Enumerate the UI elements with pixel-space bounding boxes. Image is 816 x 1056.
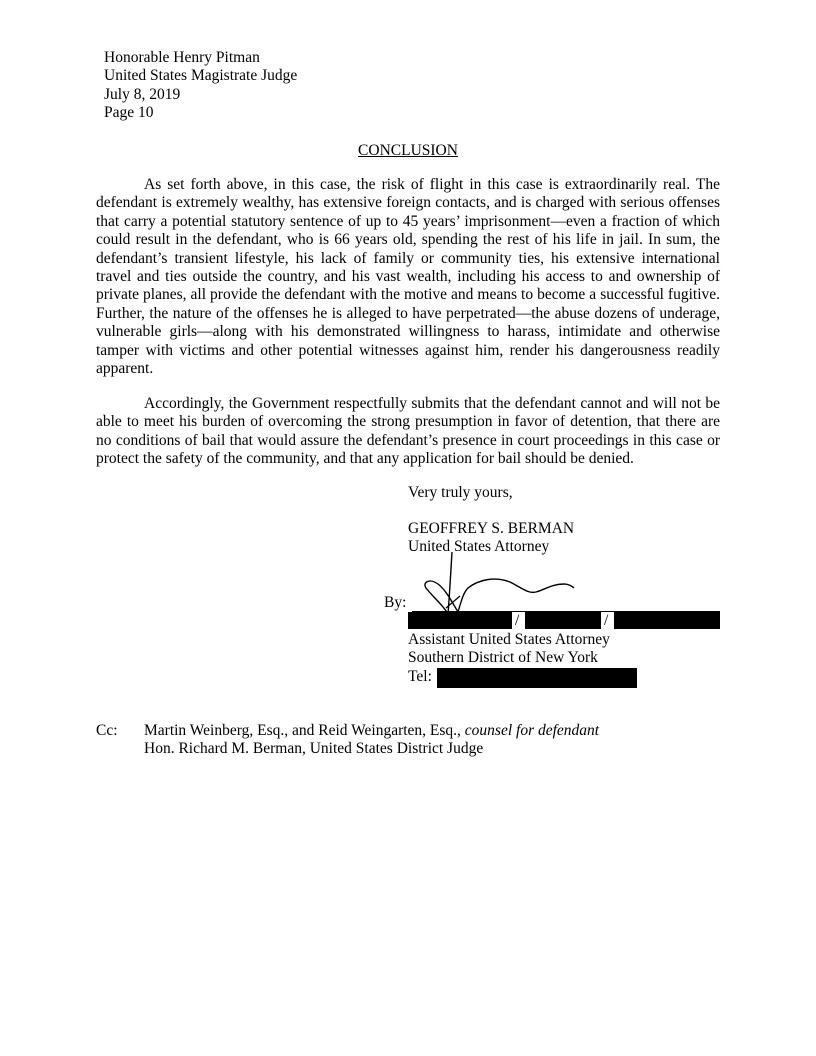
- name-separator: /: [515, 612, 520, 629]
- name-separator: /: [604, 612, 609, 629]
- cc-recipient-role: counsel for defendant: [464, 722, 600, 739]
- redaction-bar: [525, 612, 601, 629]
- cc-label: Cc:: [96, 722, 118, 739]
- cc-list: [144, 722, 599, 759]
- redaction-bar: [437, 668, 637, 688]
- paragraph-text: As set forth above, in this case, the risk of flight in this case is extraordinarily real. The defendant is extremely wealthy, has extensive foreign contacts, and is charged with serious offenses that carry a potential statutory sentence of up to 45 years’ imprisonment—even a fraction of which could result in the defendant, who is 66 years old, spending the rest of his life in jail. In sum, the defendant’s transient lifestyle, his lack of family or community ties, his extensive international travel and ties outside the country, and his vast wealth, including his access to and ownership of private planes, all provide the defendant with the motive and means to become a successful fugitive. Further, the nature of the offenses he is alleged to have perpetrated—the abuse dozens of underage, vulnerable girls—along with his demonstrated willingness to harass, intimidate and otherwise tamper with victims and other potential witnesses against him, render his dangerousness readily apparent.: [96, 176, 720, 378]
- signatory-name: GEOFFREY S. BERMAN: [408, 520, 575, 537]
- telephone-label: Tel:: [408, 667, 432, 685]
- redaction-bar: [408, 612, 512, 629]
- section-heading: [0, 142, 816, 160]
- by-label: By:: [384, 594, 407, 611]
- body-paragraph-2: [96, 395, 720, 469]
- closing: [408, 484, 513, 502]
- conclusion-heading: CONCLUSION: [358, 142, 458, 159]
- letter-date: July 8, 2019: [104, 85, 181, 103]
- cc-recipient: Martin Weinberg, Esq., and Reid Weingarten, Esq., counsel for defendant: [144, 722, 600, 739]
- addressee-name: Honorable Henry Pitman: [104, 49, 260, 66]
- closing-text: Very truly yours,: [408, 484, 513, 501]
- paragraph-text: Accordingly, the Government respectfully submits that the defendant cannot and will not be able to meet his burden of overcoming the strong presumption in favor of detention, that there are no conditions of bail that would assure the defendant’s presence in court proceedings in this case or protect the safety of the community, and that any application for bail should be denied.: [96, 395, 720, 468]
- signatory-district: Southern District of New York: [408, 649, 598, 667]
- addressee-title: United States Magistrate Judge: [104, 67, 298, 85]
- signatory-title: United States Attorney: [408, 538, 550, 556]
- letter-header: [104, 49, 297, 123]
- cc-recipient: Hon. Richard M. Berman, United States District Judge: [144, 740, 484, 758]
- page-number: Page 10: [104, 104, 154, 122]
- handwritten-signature: [418, 548, 578, 618]
- signatory-role: Assistant United States Attorney: [408, 631, 610, 648]
- redaction-bar: [614, 612, 720, 629]
- body-paragraph-1: [96, 176, 720, 378]
